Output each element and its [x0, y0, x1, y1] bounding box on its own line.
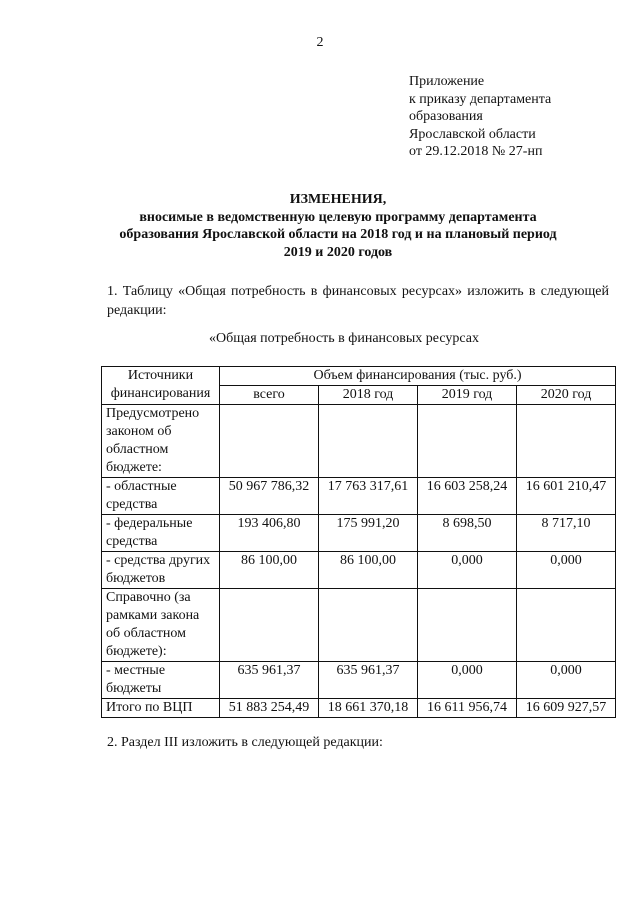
- table-total-row: [102, 699, 616, 718]
- column-header: всего: [220, 386, 319, 405]
- paragraph-1: 1. Таблицу «Общая потребность в финансовых ресурсах» изложить в следующей редакции:: [107, 284, 609, 318]
- cell-value: 193 406,80: [220, 515, 319, 552]
- table-row: [102, 405, 616, 478]
- appendix-block: [409, 73, 551, 161]
- title-line: образования Ярославской области на 2018 год и на плановый период: [119, 227, 557, 242]
- row-label: Предусмотрено законом об областном бюджете:: [102, 405, 220, 478]
- cell-value: [220, 405, 319, 478]
- row-label: - федеральные средства: [102, 515, 220, 552]
- cell-value: [418, 405, 517, 478]
- table-row: [102, 662, 616, 699]
- document-title: [60, 191, 616, 261]
- cell-value: [517, 405, 616, 478]
- table-caption: «Общая потребность в финансовых ресурсах: [209, 331, 479, 346]
- column-header: 2019 год: [418, 386, 517, 405]
- row-label: - средства других бюджетов: [102, 552, 220, 589]
- cell-value: 86 100,00: [220, 552, 319, 589]
- cell-value: [220, 589, 319, 662]
- row-label: - областные средства: [102, 478, 220, 515]
- title-line: 2019 и 2020 годов: [283, 244, 393, 260]
- cell-value: 0,000: [418, 662, 517, 699]
- appendix-line: образования: [409, 109, 483, 125]
- cell-value: 0,000: [418, 552, 517, 589]
- cell-value: 8 717,10: [517, 515, 616, 552]
- table-row: [102, 515, 616, 552]
- cell-value: 635 961,37: [220, 662, 319, 699]
- table-row: [102, 552, 616, 589]
- row-label: - местные бюджеты: [102, 662, 220, 699]
- row-label: Справочно (за рамками закона об областном бюджете):: [102, 589, 220, 662]
- table-row: [102, 478, 616, 515]
- cell-value: [319, 589, 418, 662]
- cell-value: 16 603 258,24: [418, 478, 517, 515]
- cell-value: [517, 589, 616, 662]
- page-number: 2: [316, 35, 324, 50]
- cell-value: 50 967 786,32: [220, 478, 319, 515]
- row-label: Итого по ВЦП: [102, 699, 220, 718]
- cell-value: 635 961,37: [319, 662, 418, 699]
- cell-value: 86 100,00: [319, 552, 418, 589]
- cell-value: 51 883 254,49: [220, 699, 319, 718]
- table-header-row: [102, 367, 616, 386]
- cell-value: 17 763 317,61: [319, 478, 418, 515]
- appendix-line: от 29.12.2018 № 27-нп: [409, 144, 543, 160]
- cell-value: [418, 589, 517, 662]
- cell-value: 8 698,50: [418, 515, 517, 552]
- cell-value: 16 611 956,74: [418, 699, 517, 718]
- appendix-line: Приложение: [409, 74, 485, 89]
- appendix-line: к приказу департамента: [409, 91, 552, 107]
- title-line: вносимые в ведомственную целевую программу департамента: [139, 209, 537, 225]
- column-header: 2018 год: [319, 386, 418, 405]
- header-volume: Объем финансирования (тыс. руб.): [220, 367, 616, 386]
- header-source: Источники финансирования: [102, 367, 220, 405]
- cell-value: [319, 405, 418, 478]
- financing-table: [101, 366, 616, 718]
- title-heading: ИЗМЕНЕНИЯ,: [289, 192, 387, 207]
- cell-value: 16 601 210,47: [517, 478, 616, 515]
- appendix-line: Ярославской области: [409, 126, 536, 142]
- cell-value: 175 991,20: [319, 515, 418, 552]
- paragraph-2: 2. Раздел III изложить в следующей редакции:: [107, 735, 383, 750]
- cell-value: 0,000: [517, 662, 616, 699]
- column-header: 2020 год: [517, 386, 616, 405]
- cell-value: 18 661 370,18: [319, 699, 418, 718]
- table-row: [102, 589, 616, 662]
- cell-value: 0,000: [517, 552, 616, 589]
- cell-value: 16 609 927,57: [517, 699, 616, 718]
